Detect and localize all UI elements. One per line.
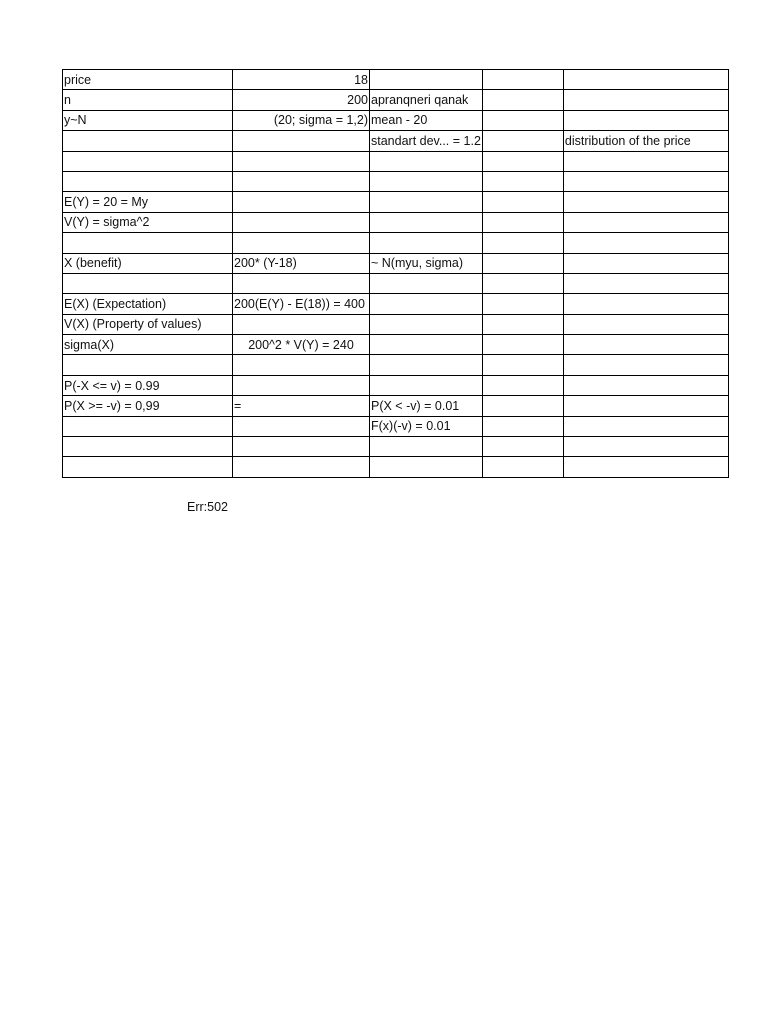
- cell-r9-c5[interactable]: [563, 233, 728, 253]
- cell-r18-c3[interactable]: [370, 416, 483, 436]
- cell-r5-c3[interactable]: [370, 151, 483, 171]
- spreadsheet-grid: [62, 69, 729, 478]
- cell-text: n: [64, 93, 71, 108]
- table-row: [63, 233, 729, 253]
- cell-r16-c3[interactable]: [370, 375, 483, 395]
- cell-text: E(Y) = 20 = My: [64, 195, 149, 210]
- cell-r18-c2[interactable]: [233, 416, 370, 436]
- table-row: [63, 70, 729, 90]
- cell-r11-c4[interactable]: [482, 273, 563, 293]
- cell-r15-c1[interactable]: [63, 355, 233, 375]
- cell-r17-c1[interactable]: [63, 396, 233, 416]
- table-row: [63, 110, 729, 130]
- cell-text: 200: [347, 93, 368, 108]
- cell-r20-c4[interactable]: [482, 457, 563, 477]
- cell-r3-c1[interactable]: [63, 110, 233, 130]
- cell-text: price: [64, 72, 92, 87]
- cell-r13-c3[interactable]: [370, 314, 483, 334]
- cell-r10-c4[interactable]: [482, 253, 563, 273]
- cell-r7-c1[interactable]: [63, 192, 233, 212]
- cell-r4-c1[interactable]: [63, 131, 233, 151]
- cell-text: F(x)(-v) = 0.01: [371, 419, 451, 434]
- cell-r17-c2[interactable]: [233, 396, 370, 416]
- cell-text: sigma(X): [64, 337, 115, 352]
- cell-r13-c2[interactable]: [233, 314, 370, 334]
- cell-r7-c3[interactable]: [370, 192, 483, 212]
- table-row: [63, 396, 729, 416]
- cell-r2-c4[interactable]: [482, 90, 563, 110]
- cell-r20-c1[interactable]: [63, 457, 233, 477]
- cell-r19-c5[interactable]: [563, 437, 728, 457]
- cell-r15-c4[interactable]: [482, 355, 563, 375]
- cell-r14-c1[interactable]: [63, 335, 233, 355]
- table-row: [63, 273, 729, 293]
- cell-r1-c5[interactable]: [563, 70, 728, 90]
- cell-r8-c4[interactable]: [482, 212, 563, 232]
- cell-r1-c3[interactable]: [370, 70, 483, 90]
- cell-text: distribution of the price: [564, 133, 691, 148]
- cell-r12-c2[interactable]: [233, 294, 370, 314]
- cell-r9-c4[interactable]: [482, 233, 563, 253]
- cell-r10-c5[interactable]: [563, 253, 728, 273]
- cell-r4-c5[interactable]: [563, 131, 728, 151]
- cell-text: 200^2 * V(Y) = 240: [248, 337, 354, 352]
- cell-r18-c5[interactable]: [563, 416, 728, 436]
- cell-r2-c5[interactable]: [563, 90, 728, 110]
- cell-r1-c4[interactable]: [482, 70, 563, 90]
- cell-r4-c3[interactable]: [370, 131, 483, 151]
- cell-r5-c4[interactable]: [482, 151, 563, 171]
- cell-r19-c1[interactable]: [63, 437, 233, 457]
- cell-r11-c1[interactable]: [63, 273, 233, 293]
- cell-r16-c2[interactable]: [233, 375, 370, 395]
- cell-text: =: [234, 398, 242, 413]
- cell-r4-c4[interactable]: [482, 131, 563, 151]
- cell-r1-c2[interactable]: [233, 70, 370, 90]
- cell-text: ~ N(myu, sigma): [371, 256, 464, 271]
- table-row: [63, 457, 729, 477]
- cell-r2-c1[interactable]: [63, 90, 233, 110]
- cell-r6-c5[interactable]: [563, 171, 728, 191]
- cell-r15-c2[interactable]: [233, 355, 370, 375]
- cell-r13-c4[interactable]: [482, 314, 563, 334]
- table-row: [63, 437, 729, 457]
- table-row: [63, 314, 729, 334]
- cell-text: mean - 20: [371, 113, 428, 128]
- table-row: [63, 90, 729, 110]
- cell-r6-c3[interactable]: [370, 171, 483, 191]
- cell-r17-c3[interactable]: [370, 396, 483, 416]
- table-row: [63, 151, 729, 171]
- cell-r14-c5[interactable]: [563, 335, 728, 355]
- cell-r20-c3[interactable]: [370, 457, 483, 477]
- cell-r11-c3[interactable]: [370, 273, 483, 293]
- cell-text: 200(E(Y) - E(18)) = 400: [234, 296, 365, 311]
- cell-r8-c1[interactable]: [63, 212, 233, 232]
- cell-r11-c2[interactable]: [233, 273, 370, 293]
- table-row: [63, 375, 729, 395]
- cell-text: P(X >= -v) = 0,99: [64, 398, 160, 413]
- cell-r16-c4[interactable]: [482, 375, 563, 395]
- cell-r18-c4[interactable]: [482, 416, 563, 436]
- cell-text: standart dev... = 1.2: [371, 133, 481, 148]
- cell-r12-c3[interactable]: [370, 294, 483, 314]
- cell-r19-c3[interactable]: [370, 437, 483, 457]
- cell-r6-c2[interactable]: [233, 171, 370, 191]
- cell-r5-c1[interactable]: [63, 151, 233, 171]
- cell-r18-c1[interactable]: [63, 416, 233, 436]
- cell-r20-c5[interactable]: [563, 457, 728, 477]
- cell-r19-c4[interactable]: [482, 437, 563, 457]
- table-row: [63, 355, 729, 375]
- cell-text: P(X < -v) = 0.01: [371, 398, 460, 413]
- cell-r14-c2[interactable]: [233, 335, 370, 355]
- cell-r2-c2[interactable]: [233, 90, 370, 110]
- cell-text: E(X) (Expectation): [64, 296, 167, 311]
- cell-r6-c4[interactable]: [482, 171, 563, 191]
- cell-r13-c5[interactable]: [563, 314, 728, 334]
- cell-r16-c1[interactable]: [63, 375, 233, 395]
- cell-text: apranqneri qanak: [371, 93, 469, 108]
- cell-r14-c4[interactable]: [482, 335, 563, 355]
- cell-r20-c2[interactable]: [233, 457, 370, 477]
- cell-r3-c4[interactable]: [482, 110, 563, 130]
- table-row: [63, 212, 729, 232]
- cell-r14-c3[interactable]: [370, 335, 483, 355]
- table-row: [63, 131, 729, 151]
- cell-r10-c1[interactable]: [63, 253, 233, 273]
- cell-text: X (benefit): [64, 256, 122, 271]
- cell-r8-c2[interactable]: [233, 212, 370, 232]
- table-row: [63, 335, 729, 355]
- cell-r8-c5[interactable]: [563, 212, 728, 232]
- cell-r2-c3[interactable]: [370, 90, 483, 110]
- cell-r9-c3[interactable]: [370, 233, 483, 253]
- table-row: [63, 171, 729, 191]
- cell-r9-c2[interactable]: [233, 233, 370, 253]
- cell-r10-c3[interactable]: [370, 253, 483, 273]
- cell-r10-c2[interactable]: [233, 253, 370, 273]
- cell-r12-c5[interactable]: [563, 294, 728, 314]
- cell-r1-c1[interactable]: [63, 70, 233, 90]
- cell-r19-c2[interactable]: [233, 437, 370, 457]
- table-row: [63, 416, 729, 436]
- cell-text: (20; sigma = 1,2): [273, 113, 368, 128]
- cell-r9-c1[interactable]: [63, 233, 233, 253]
- cell-text: 18: [354, 72, 368, 87]
- cell-text: 200* (Y-18): [234, 256, 297, 271]
- cell-r11-c5[interactable]: [563, 273, 728, 293]
- table-row: [63, 294, 729, 314]
- cell-r7-c4[interactable]: [482, 192, 563, 212]
- cell-r12-c1[interactable]: [63, 294, 233, 314]
- cell-r13-c1[interactable]: [63, 314, 233, 334]
- table-row: [63, 253, 729, 273]
- error-cell-text: Err:502: [187, 500, 228, 514]
- cell-r15-c5[interactable]: [563, 355, 728, 375]
- cell-text: y~N: [64, 113, 87, 128]
- cell-r17-c4[interactable]: [482, 396, 563, 416]
- table-row: [63, 192, 729, 212]
- cell-r3-c3[interactable]: [370, 110, 483, 130]
- cell-r8-c3[interactable]: [370, 212, 483, 232]
- cell-r5-c2[interactable]: [233, 151, 370, 171]
- cell-r3-c2[interactable]: [233, 110, 370, 130]
- cell-r6-c1[interactable]: [63, 171, 233, 191]
- cell-text: V(Y) = sigma^2: [64, 215, 150, 230]
- cell-text: V(X) (Property of values): [64, 317, 202, 332]
- cell-r4-c2[interactable]: [233, 131, 370, 151]
- cell-r17-c5[interactable]: [563, 396, 728, 416]
- cell-r3-c5[interactable]: [563, 110, 728, 130]
- cell-r7-c2[interactable]: [233, 192, 370, 212]
- cell-r12-c4[interactable]: [482, 294, 563, 314]
- cell-text: P(-X <= v) = 0.99: [64, 378, 160, 393]
- cell-r5-c5[interactable]: [563, 151, 728, 171]
- cell-r16-c5[interactable]: [563, 375, 728, 395]
- cell-r15-c3[interactable]: [370, 355, 483, 375]
- cell-r7-c5[interactable]: [563, 192, 728, 212]
